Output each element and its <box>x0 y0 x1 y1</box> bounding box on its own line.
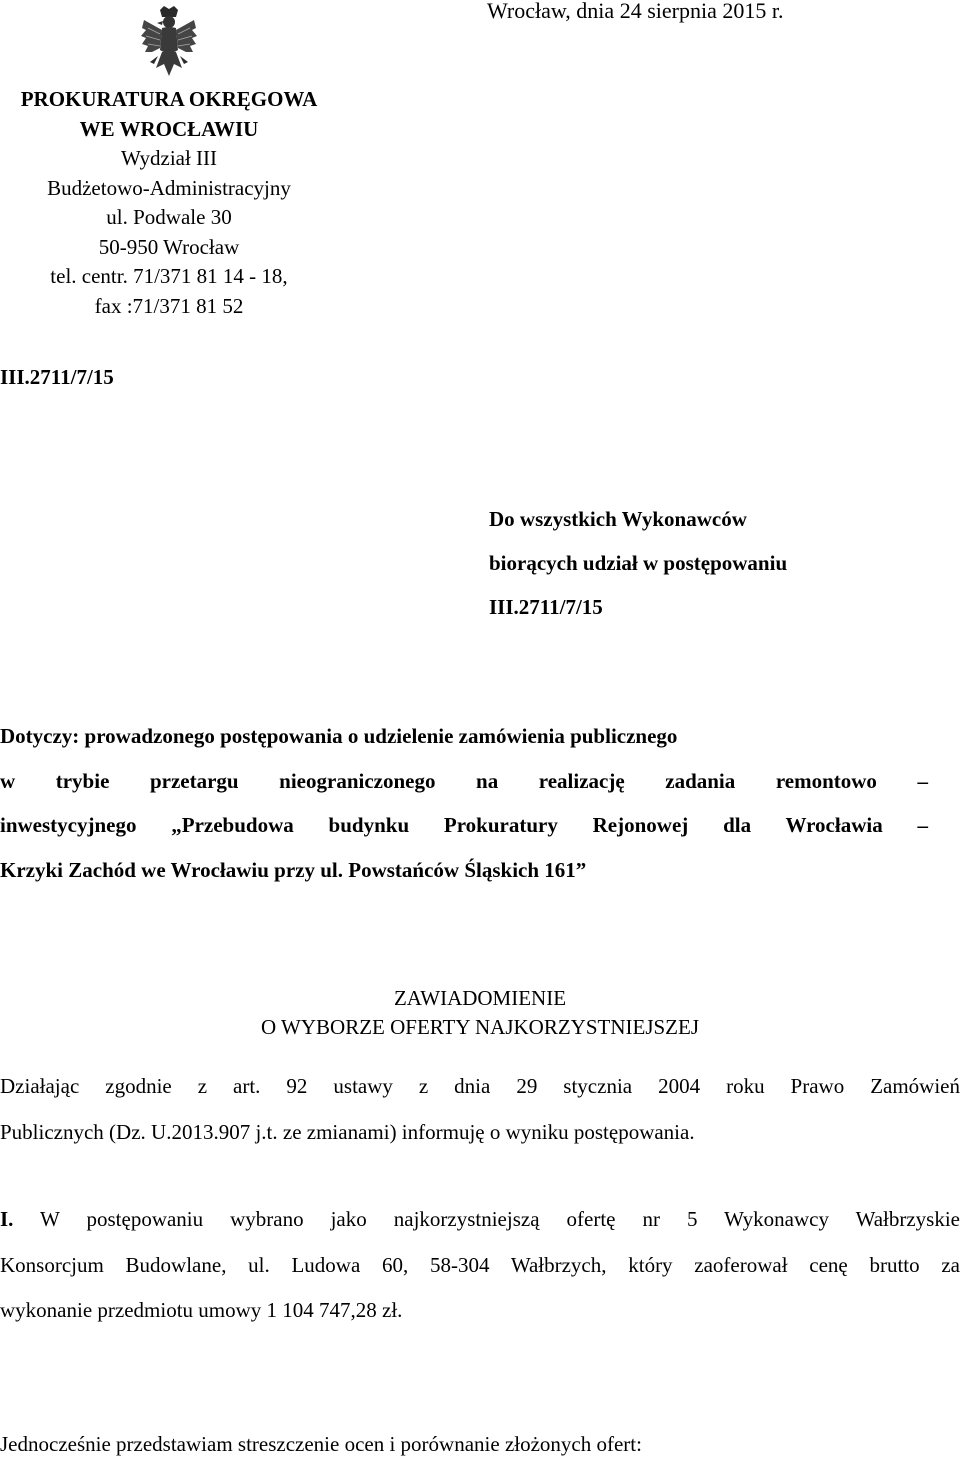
sender-line: Budżetowo-Administracyjny <box>47 175 291 200</box>
subject-block <box>0 714 928 892</box>
sender-line: fax :71/371 81 52 <box>94 293 244 318</box>
sender-line: PROKURATURA OKRĘGOWA <box>20 87 318 111</box>
sender-line: WE WROCŁAWIU <box>79 116 259 141</box>
notice-title-line: ZAWIADOMIENIE <box>393 986 567 1010</box>
sender-line: 50-950 Wrocław <box>98 234 240 259</box>
subject-line: Dotyczy: prowadzonego postępowania o udzielenie zamówienia publicznego <box>0 724 678 748</box>
addressee-block <box>489 497 787 629</box>
paragraph-line <box>0 1197 960 1243</box>
case-reference: III.2711/7/15 <box>0 365 114 389</box>
subject-line: inwestycyjnego „Przebudowa budynku Prokuratury Rejonowej dla Wrocławia – <box>0 813 928 837</box>
sender-line: Wydział III <box>120 146 218 170</box>
addressee-line: III.2711/7/15 <box>489 595 603 619</box>
notice-title-line: O WYBORZE OFERTY NAJKORZYSTNIEJSZEJ <box>261 1015 699 1039</box>
polish-eagle-emblem-icon <box>140 6 198 82</box>
paragraph-result <box>0 1197 960 1334</box>
document-date: Wrocław, dnia 24 sierpnia 2015 r. <box>487 0 784 23</box>
section-marker: I. <box>0 1207 14 1231</box>
sender-line: ul. Podwale 30 <box>106 205 232 229</box>
paragraph-legal-basis <box>0 1064 960 1155</box>
sender-block <box>0 85 338 321</box>
paragraph-line: Konsorcjum Budowlane, ul. Ludowa 60, 58-304 Wałbrzych, który zaoferował cenę brutto za <box>0 1252 960 1277</box>
subject-line: w trybie przetargu nieograniczonego na realizację zadania remontowo – <box>0 768 928 793</box>
paragraph-line: Jednocześnie przedstawiam streszczenie ocen i porównanie złożonych ofert: <box>0 1432 642 1456</box>
subject-line: Krzyki Zachód we Wrocławiu przy ul. Powstańców Śląskich 161” <box>0 857 587 882</box>
sender-line: tel. centr. 71/371 81 14 - 18, <box>50 264 288 288</box>
addressee-line: Do wszystkich Wykonawców <box>489 507 747 531</box>
paragraph-line-text: W postępowaniu wybrano jako najkorzystniejszą ofertę nr 5 Wykonawcy Wałbrzyskie <box>13 1207 960 1231</box>
paragraph-line: Działając zgodnie z art. 92 ustawy z dnia 29 stycznia 2004 roku Prawo Zamówień <box>0 1074 960 1098</box>
paragraph-line: wykonanie przedmiotu umowy 1 104 747,28 zł. <box>0 1298 403 1322</box>
paragraph-summary <box>0 1422 960 1468</box>
addressee-line: biorących udział w postępowaniu <box>489 551 788 575</box>
paragraph-line: Publicznych (Dz. U.2013.907 j.t. ze zmianami) informuję o wyniku postępowania. <box>0 1119 695 1144</box>
notice-title <box>0 984 960 1042</box>
